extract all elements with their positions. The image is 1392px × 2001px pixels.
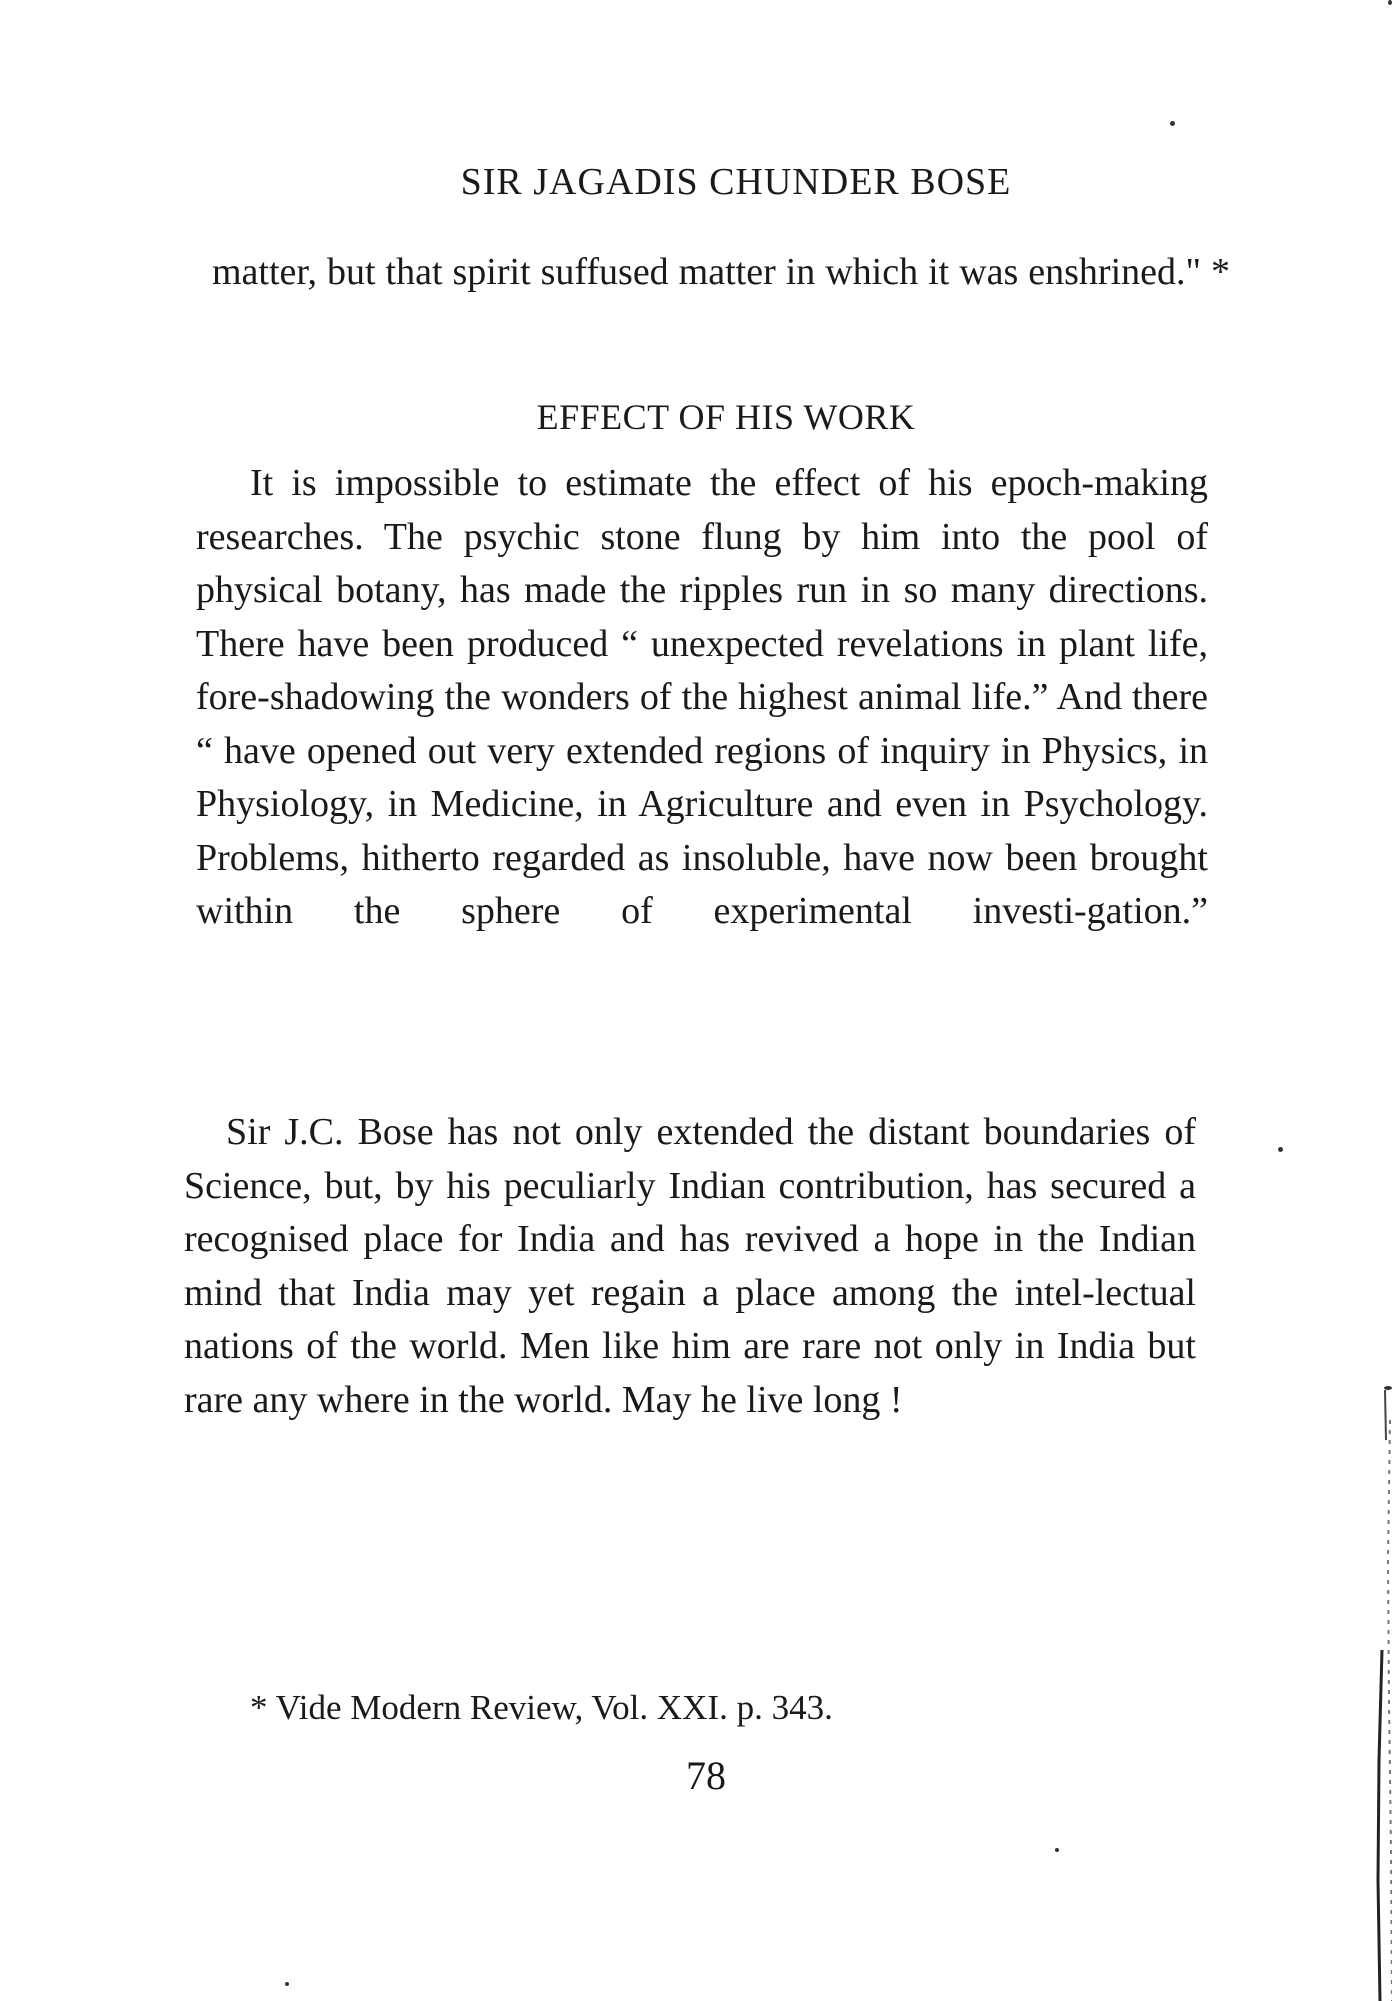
paragraph-bose-contribution: Sir J.C. Bose has not only extended the distant boundaries of Science, but, by his peculiarly Indian contribution, has secured a recognised place for India and has revived a hope in the Indian mind that India may yet regain a place among the intel-lectual nations of the world. Men like him are rare not only in India but rare any where in the world. May he live long ! [184, 1111, 1196, 1421]
running-head [0, 160, 1392, 204]
running-head-text: SIR JAGADIS CHUNDER BOSE [460, 161, 1012, 203]
scan-edge-shadow [1352, 0, 1392, 2001]
page-number [0, 1752, 1392, 1799]
section-heading [0, 396, 1392, 438]
scan-speck [1170, 121, 1175, 126]
opening-paragraph: matter, but that spirit suffused matter in which it was enshrined." * [212, 251, 1230, 293]
scan-speck [1388, 0, 1392, 5]
page-number-text: 78 [686, 1753, 726, 1798]
scan-speck [285, 1982, 289, 1986]
scan-speck [1055, 1848, 1059, 1852]
scan-speck [1278, 1147, 1283, 1152]
scan-speck [1384, 1386, 1392, 1390]
paragraph-effect-of-work: It is impossible to estimate the effect of his epoch-making researches. The psychic stone flung by him into the pool of physical botany, has made the ripples run in so many directions. There have been produced “ unexpected revelations in plant life, fore-shadowing the wonders of the highest animal life.” And there “ have opened out very extended regions of inquiry in Physics, in Physiology, in Medicine, in Agriculture and even in Psychology. Problems, hitherto regarded as insoluble, have now been brought within the sphere of experimental investi-gation.” [196, 462, 1208, 932]
section-heading-text: EFFECT OF HIS WORK [536, 397, 916, 437]
footnote: * Vide Modern Review, Vol. XXI. p. 343. [250, 1688, 833, 1727]
